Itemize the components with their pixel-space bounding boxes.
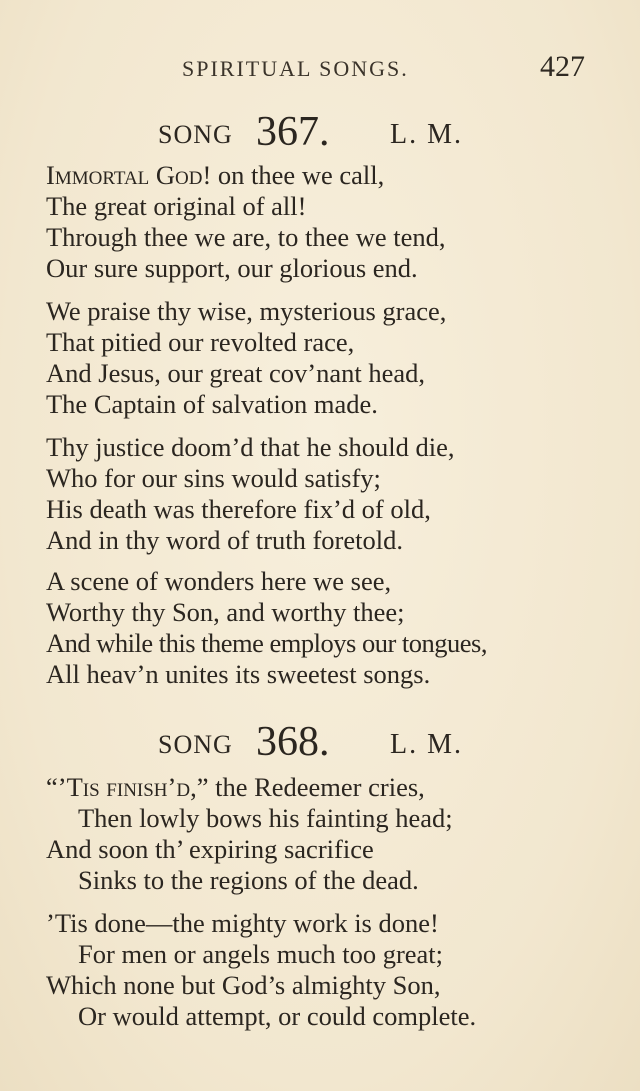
song-367-verse-4	[46, 566, 606, 690]
song-label: SONG	[158, 120, 233, 149]
verse-line	[46, 772, 606, 803]
song-number: 368.	[256, 719, 330, 765]
verse-line: And in thy word of truth foretold.	[46, 525, 403, 555]
song-367-verse-2	[46, 296, 606, 420]
verse-line: Thy justice doom’d that he should die,	[46, 432, 455, 462]
verse-line: Through thee we are, to thee we tend,	[46, 222, 446, 252]
song-meter: L. M.	[390, 729, 463, 760]
verse-line: Or would attempt, or could complete.	[78, 1001, 477, 1031]
verse-line: Then lowly bows his fainting head;	[78, 803, 453, 833]
verse-line: His death was therefore fix’d of old,	[46, 494, 431, 524]
verse-line-pre: “’	[46, 772, 67, 802]
song-label: SONG	[158, 730, 233, 759]
verse-line-lead: Tis finish’d	[66, 772, 191, 802]
song-367-heading	[0, 108, 640, 158]
song-368-verse-2	[46, 908, 606, 1032]
song-number: 367.	[256, 109, 330, 155]
verse-line: The great original of all!	[46, 191, 307, 221]
verse-line: ’Tis done—the mighty work is done!	[46, 908, 439, 938]
verse-line-rest: ,” the Redeemer cries,	[190, 772, 425, 802]
verse-line: And Jesus, our great cov’nant head,	[46, 358, 425, 388]
verse-line: And soon th’ expiring sacrifice	[46, 834, 374, 864]
verse-line: Which none but God’s almighty Son,	[46, 970, 441, 1000]
verse-line-rest: ! on thee we call,	[202, 160, 385, 190]
verse-line: All heav’n unites its sweetest songs.	[46, 659, 431, 689]
running-title: SPIRITUAL SONGS.	[182, 56, 409, 81]
verse-line: We praise thy wise, mysterious grace,	[46, 296, 447, 326]
verse-line: That pitied our revolted race,	[46, 327, 355, 357]
verse-line	[46, 160, 606, 191]
song-368-heading	[0, 718, 640, 768]
verse-line: Sinks to the regions of the dead.	[78, 865, 419, 895]
verse-line: The Captain of salvation made.	[46, 389, 378, 419]
verse-line: Who for our sins would satisfy;	[46, 463, 381, 493]
verse-line: A scene of wonders here we see,	[46, 566, 392, 596]
verse-line: And while this theme employs our tongues,	[46, 628, 487, 658]
verse-line: For men or angels much too great;	[78, 939, 444, 969]
song-368-verse-1	[46, 772, 606, 896]
page-number: 427	[540, 50, 585, 83]
verse-line-lead: Immortal God	[46, 160, 203, 190]
song-367-verse-3	[46, 432, 606, 556]
song-meter: L. M.	[390, 119, 463, 150]
verse-line: Worthy thy Son, and worthy thee;	[46, 597, 405, 627]
song-367-verse-1	[46, 160, 606, 284]
running-head	[0, 50, 640, 86]
verse-line: Our sure support, our glorious end.	[46, 253, 418, 283]
